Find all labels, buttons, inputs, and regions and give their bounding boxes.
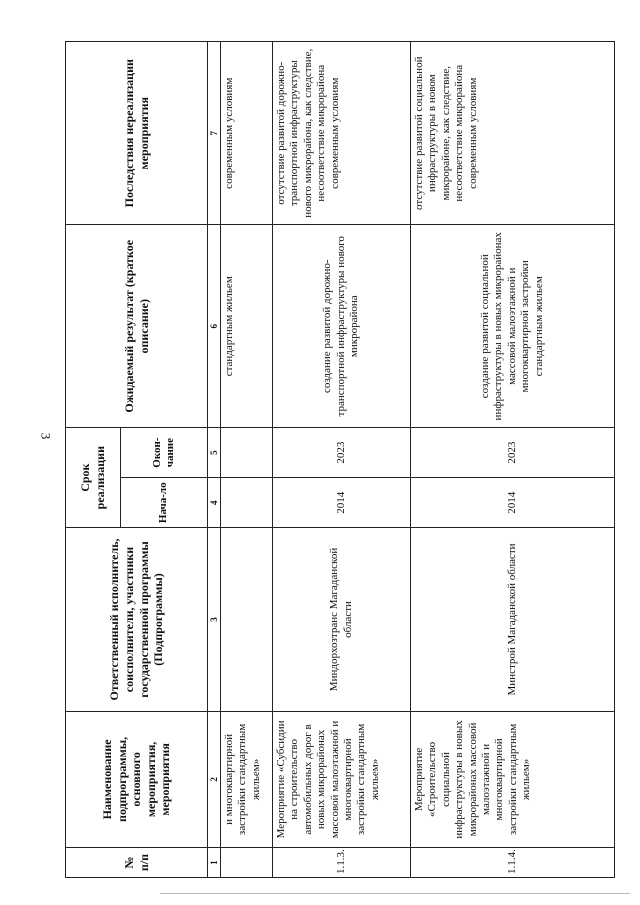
header-consequence: Последствия нереализации мероприятия [66, 42, 208, 225]
row-end [221, 428, 273, 478]
header-executor: Ответственный исполнитель, соисполнители, участники государственной программы (Подпрограммы) [66, 528, 208, 711]
table-row [221, 42, 273, 878]
scan-bottom-line [160, 893, 630, 894]
row-result: создание развитой дорожно-транспортной инфраструктуры нового микрорайона [273, 225, 411, 428]
row-name: Мероприятие «Строительство социальной инфраструктуры в новых микрорайонах массовой малоэтажной и многоквартирной застройки стандартным жильем» [411, 711, 615, 847]
column-number: 6 [208, 225, 221, 428]
column-number: 1 [208, 848, 221, 878]
row-num [221, 848, 273, 878]
page-number: 3 [38, 432, 54, 440]
column-number: 7 [208, 42, 221, 225]
row-name: Мероприятие «Субсидии на строительство автомобильных дорог в новых микрорайонах массовой малоэтажной и многоквартирной застройки стандартным жильем» [273, 711, 411, 847]
activities-table [65, 41, 615, 878]
row-start: 2014 [273, 478, 411, 528]
row-start: 2014 [411, 478, 615, 528]
row-consequence: современным условиям [221, 42, 273, 225]
row-num: 1.1.3. [273, 848, 411, 878]
header-end: Окон-чание [121, 428, 208, 478]
row-consequence: отсутствие развитой дорожно-транспортной инфраструктуры нового микрорайона, как следствие, несоответствие микрорайона современным условиям [273, 42, 411, 225]
row-start [221, 478, 273, 528]
row-consequence: отсутствие развитой социальной инфраструктуры в новом микрорайоне, как следствие, несоответствие микрорайона современным условиям [411, 42, 615, 225]
row-executor [221, 528, 273, 711]
row-result: создание развитой социальной инфраструктуры в новых микрорайонах массовой малоэтажной и многоквартирной застройки стандартным жильем [411, 225, 615, 428]
header-name: Наименование подпрограммы, основного мероприятия, мероприятия [66, 711, 208, 847]
row-num: 1.1.4. [411, 848, 615, 878]
rotated-table-container [65, 41, 615, 878]
header-period: Срок реализации [66, 428, 121, 528]
column-number-row [208, 42, 221, 878]
column-number: 3 [208, 528, 221, 711]
header-row [66, 42, 121, 878]
header-num: № п/п [66, 848, 208, 878]
row-executor: Миндорхозтранс Магаданской области [273, 528, 411, 711]
row-end: 2023 [411, 428, 615, 478]
row-name: и многоквартирной застройки стандартным жильем» [221, 711, 273, 847]
table-row [411, 42, 615, 878]
table-row [273, 42, 411, 878]
row-executor: Минстрой Магаданской области [411, 528, 615, 711]
header-start: Нача-ло [121, 478, 208, 528]
column-number: 4 [208, 478, 221, 528]
row-end: 2023 [273, 428, 411, 478]
header-result: Ожидаемый результат (краткое описание) [66, 225, 208, 428]
row-result: стандартным жильем [221, 225, 273, 428]
column-number: 2 [208, 711, 221, 847]
column-number: 5 [208, 428, 221, 478]
